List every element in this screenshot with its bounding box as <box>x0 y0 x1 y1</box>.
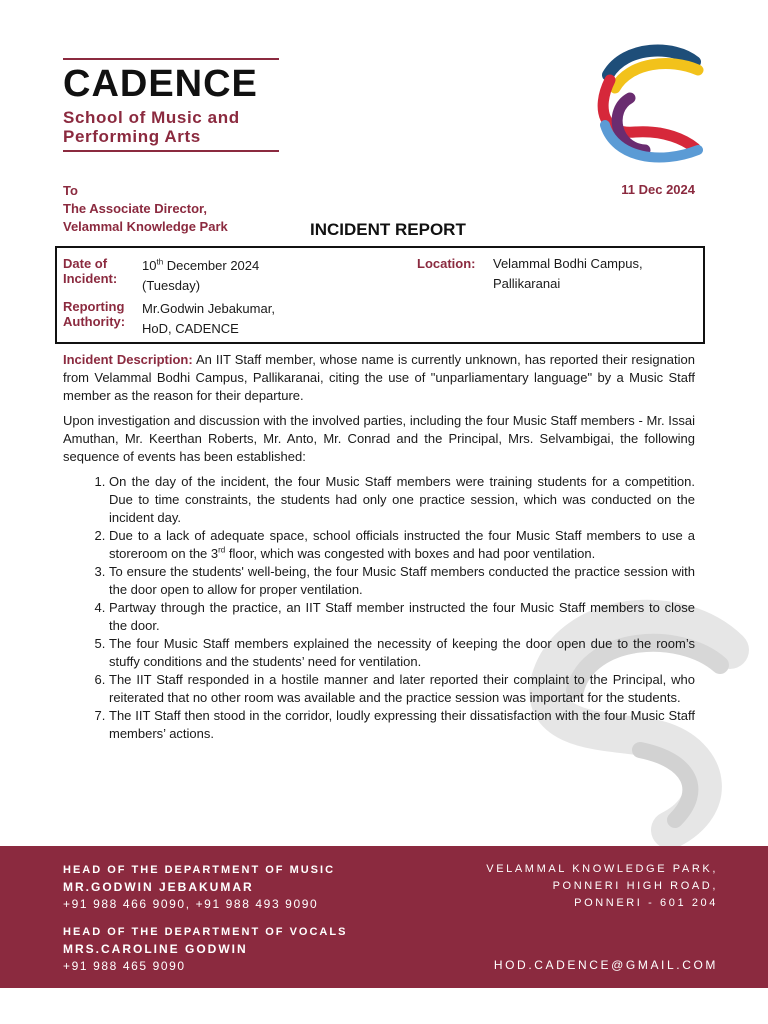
report-date: 11 Dec 2024 <box>621 182 695 197</box>
location-label: Location: <box>417 256 476 271</box>
reporting-authority-role: HoD, CADENCE <box>142 321 239 336</box>
list-item: 1. On the day of the incident, the four Music Staff members were training students for a competition. Due to time constraints, the students had only one practice session, which was conducted on the incident day. <box>109 473 695 527</box>
brand-subtitle <box>63 108 303 146</box>
incident-description <box>63 351 695 405</box>
event-2-text: Due to a lack of adequate space, school officials instructed the four Music Staff members to use a storeroom on the 3 <box>109 528 695 561</box>
investigation-paragraph: Upon investigation and discussion with the involved parties, including the four Music Staff members - Mr. Issai Amuthan, Mr. Keerthan Roberts, Mr. Anto, Mr. Conrad and the Principal, Mrs. Selvambigai, the following sequence of events has been established: <box>63 413 695 464</box>
brand-subtitle-line2: Performing Arts <box>63 127 201 146</box>
footer <box>0 846 768 988</box>
music-head-phone: +91 988 466 9090, +91 988 493 9090 <box>63 897 319 911</box>
address-line3: PONNERI - 601 204 <box>574 897 718 909</box>
event-2-suffix: rd <box>218 545 226 555</box>
incident-details-box <box>55 246 705 344</box>
list-item: 6. The IIT Staff responded in a hostile manner and later reported their complaint to the Principal, who reiterated that no other room was available and the practice session was important for the students. <box>109 671 695 707</box>
list-item <box>109 527 695 563</box>
cadence-logo-icon <box>590 40 710 170</box>
date-day: 10 <box>142 258 157 273</box>
location-line1: Velammal Bodhi Campus, <box>493 256 643 271</box>
brand-subtitle-line1: School of Music and <box>63 108 240 127</box>
music-head-name: MR.GODWIN JEBAKUMAR <box>63 880 254 894</box>
reporting-authority-name: Mr.Godwin Jebakumar, <box>142 301 275 316</box>
list-item: 7. The IIT Staff then stood in the corridor, loudly expressing their dissatisfaction with the four Music Staff members’ actions. <box>109 707 695 743</box>
report-body <box>63 351 695 743</box>
incident-description-text: An IIT Staff member, whose name is currently unknown, has reported their resignation from Velammal Bodhi Campus, Pallikaranai, citing the use of "unparliamentary language" by a Music Staff member as the reason for their departure. <box>63 352 695 403</box>
list-item: 5. The four Music Staff members explained the necessity of keeping the door open due to the room’s stuffy conditions and the students’ need for ventilation. <box>109 635 695 671</box>
vocal-head-phone: +91 988 465 9090 <box>63 959 186 973</box>
recipient-block <box>63 182 228 236</box>
recipient-org: Velammal Knowledge Park <box>63 219 228 234</box>
date-suffix: th <box>156 257 164 267</box>
recipient-title: The Associate Director, <box>63 201 208 216</box>
date-of-incident-value <box>142 256 259 276</box>
location-line2: Pallikaranai <box>493 276 561 291</box>
event-2-rest: floor, which was congested with boxes and had poor ventilation. <box>225 546 596 561</box>
header-rule-top <box>63 58 279 60</box>
header-rule-bottom <box>63 150 279 152</box>
incident-description-label: Incident Description: <box>63 352 193 367</box>
music-head-title: HEAD OF THE DEPARTMENT OF MUSIC <box>63 864 336 876</box>
address-line1: VELAMMAL KNOWLEDGE PARK, <box>486 863 718 875</box>
reporting-authority-label: Reporting Authority: <box>63 299 126 329</box>
list-item: 4. Partway through the practice, an IIT Staff member instructed the four Music Staff members to close the door. <box>109 599 695 635</box>
brand-name: CADENCE <box>63 63 258 105</box>
date-of-incident-label: Date of Incident: <box>63 256 118 286</box>
address-line2: PONNERI HIGH ROAD, <box>552 880 718 892</box>
email-link[interactable]: HOD.CADENCE@GMAIL.COM <box>493 958 718 972</box>
date-rest: December 2024 <box>163 258 260 273</box>
report-title: INCIDENT REPORT <box>310 220 466 239</box>
vocal-head-title: HEAD OF THE DEPARTMENT OF VOCALS <box>63 926 348 938</box>
list-item: 3. To ensure the students' well-being, the four Music Staff members conducted the practice session with the door open to allow for proper ventilation. <box>109 563 695 599</box>
date-weekday: (Tuesday) <box>142 278 201 293</box>
vocal-head-name: MRS.CAROLINE GODWIN <box>63 942 248 956</box>
events-list <box>63 473 695 743</box>
to-label: To <box>63 183 78 198</box>
